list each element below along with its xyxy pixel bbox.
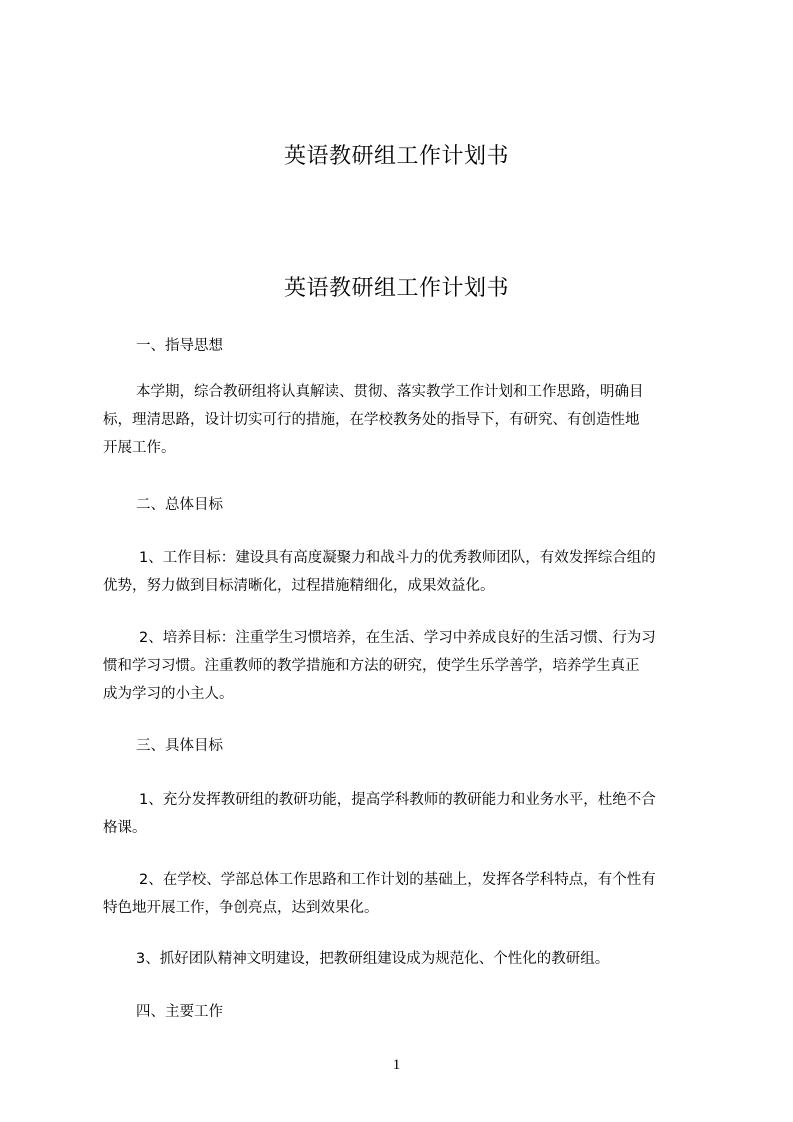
paragraph-line: 本学期，综合教研组将认真解读、贯彻、落实教学工作计划和工作思路，明确目 [136, 384, 644, 400]
paragraph-specific-goal-1 [103, 786, 723, 842]
paragraph-work-goals [103, 544, 723, 600]
section-heading-specific-goals: 三、具体目标 [136, 738, 223, 754]
paragraph-line: 1、充分发挥教研组的教研功能，提高学科教师的教研能力和业务水平，杜绝不合 [139, 792, 656, 808]
paragraph-line: 3、抓好团队精神文明建设，把教研组建设成为规范化、个性化的教研组。 [136, 951, 610, 967]
section-heading-main-work: 四、主要工作 [136, 1004, 223, 1020]
paragraph-line: 优势，努力做到目标清晰化，过程措施精细化，成果效益化。 [103, 578, 495, 594]
paragraph-line: 特色地开展工作，争创亮点，达到效果化。 [103, 900, 379, 916]
section-heading-guiding-ideology: 一、指导思想 [136, 338, 223, 354]
paragraph-line: 格课。 [103, 820, 147, 836]
paragraph-specific-goal-3 [103, 945, 723, 973]
paragraph-line: 2、在学校、学部总体工作思路和工作计划的基础上，发挥各学科特点，有个性有 [139, 872, 656, 888]
paragraph-specific-goal-2 [103, 866, 723, 922]
paragraph-guiding-ideology [103, 378, 723, 462]
paragraph-line: 开展工作。 [103, 440, 176, 456]
paragraph-line: 成为学习的小主人。 [103, 686, 234, 702]
paragraph-line: 1、工作目标：建设具有高度凝聚力和战斗力的优秀教师团队，有效发挥综合组的 [139, 550, 656, 566]
paragraph-line: 标，理清思路，设计切实可行的措施，在学校教务处的指导下，有研究、有创造性地 [103, 412, 640, 428]
page-number: 1 [392, 1057, 401, 1073]
main-title: 英语教研组工作计划书 [283, 276, 509, 301]
paragraph-training-goals [103, 624, 723, 708]
paragraph-line: 惯和学习习惯。注重教师的教学措施和方法的研究，使学生乐学善学，培养学生真正 [103, 658, 640, 674]
paragraph-line: 2、培养目标：注重学生习惯培养，在生活、学习中养成良好的生活习惯、行为习 [139, 630, 656, 646]
cover-title: 英语教研组工作计划书 [283, 144, 509, 169]
section-heading-overall-goals: 二、总体目标 [136, 497, 223, 513]
